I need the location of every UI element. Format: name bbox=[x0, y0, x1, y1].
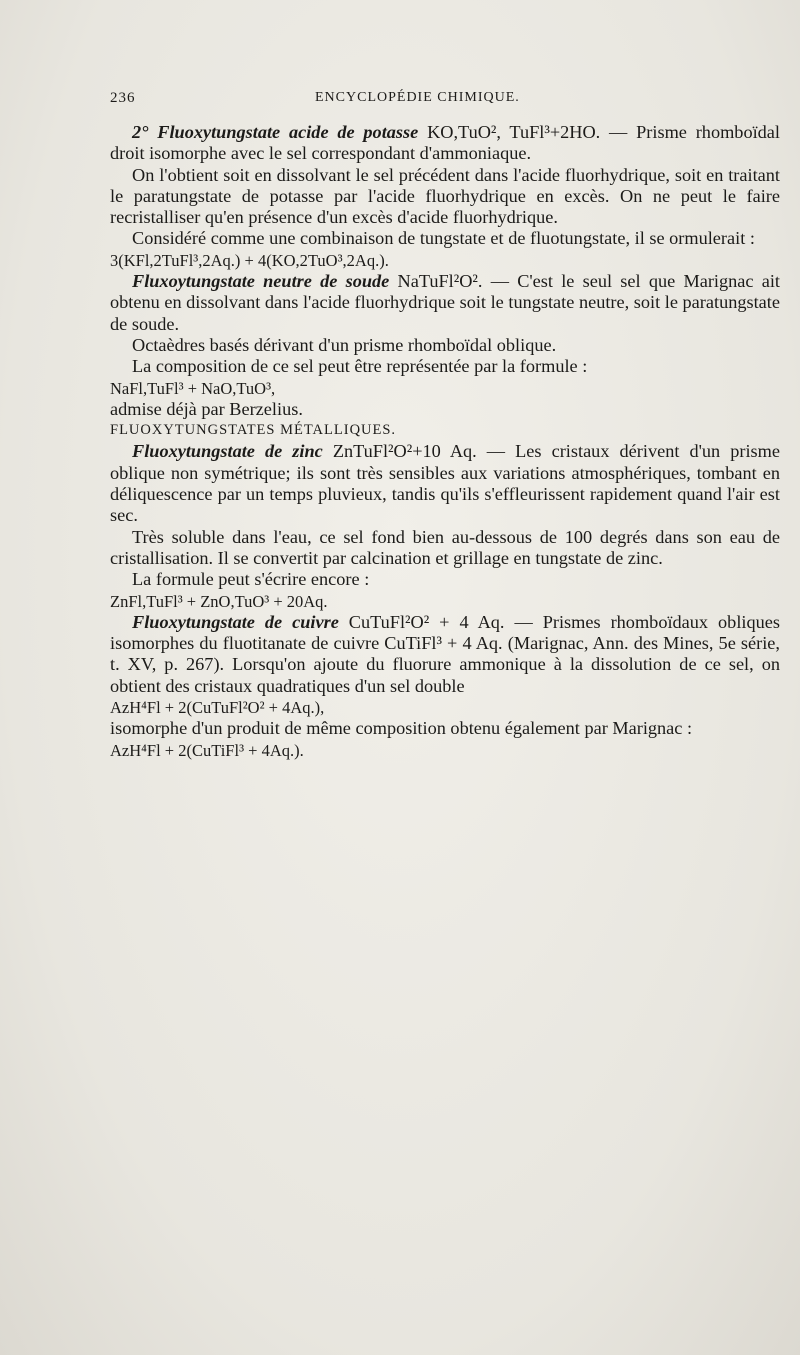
paragraph bbox=[110, 271, 780, 335]
page-number: 236 bbox=[110, 90, 136, 106]
formula: NaFl,TuFl³ + NaO,TuO³, bbox=[110, 378, 276, 398]
compound-name: Fluoxytungstate de zinc bbox=[132, 441, 323, 462]
formula: ZnFl,TuFl³ + ZnO,TuO³ + 20Aq. bbox=[110, 591, 328, 611]
paragraph-text: CuTuFl²O² + 4 Aq. — Prismes rhomboïdaux obliques isomorphes du fluotitanate de cuivre CuTiFl³ + 4 Aq. (Marignac, Ann. des Mines, 5e série, t. XV, p. 267). Lorsqu'on ajoute du fluorure ammonique à la dissolution de ce sel, on obtient des cristaux quadratiques d'un sel double bbox=[110, 611, 780, 696]
formula: 3(KFl,2TuFl³,2Aq.) + 4(KO,2TuO³,2Aq.). bbox=[110, 250, 389, 270]
paragraph-text: ZnTuFl²O²+10 Aq. — Les cristaux dérivent d'un prisme oblique non symétrique; ils sont très sensibles aux variations atmosphériques, tombant en déliquescence par un temps pluvieux, tandis qu'ils s'effleurissent rapidement quand l'air est sec. bbox=[110, 441, 780, 526]
paragraph: La composition de ce sel peut être représentée par la formule : bbox=[132, 356, 588, 377]
paragraph: Très soluble dans l'eau, ce sel fond bien au-dessous de 100 degrés dans son eau de cristallisation. Il se convertit par calcination et grillage en tungstate de zinc. bbox=[110, 526, 780, 568]
compound-name: Fluoxytungstate de cuivre bbox=[132, 611, 339, 632]
compound-name: 2° Fluoxytungstate acide de potasse bbox=[132, 122, 419, 142]
paragraph: Octaèdres basés dérivant d'un prisme rhomboïdal oblique. bbox=[132, 334, 557, 355]
paragraph-text: KO,TuO², TuFl³+2HO. — Prisme rhomboïdal droit isomorphe avec le sel correspondant d'ammoniaque. bbox=[110, 122, 780, 164]
running-title: ENCYCLOPÉDIE CHIMIQUE. bbox=[315, 90, 520, 105]
paragraph: La formule peut s'écrire encore : bbox=[132, 569, 370, 590]
paragraph: On l'obtient soit en dissolvant le sel précédent dans l'acide fluorhydrique, soit en traitant le paratungstate de potasse par l'acide fluorhydrique en excès. On ne peut le faire recristalliser qu'en présence d'un excès d'acide fluorhydrique. bbox=[110, 164, 780, 228]
paragraph-text: NaTuFl²O². — C'est le seul sel que Marignac ait obtenu en dissolvant dans l'acide fluorhydrique soit le tungstate neutre, soit le paratungstate de soude. bbox=[110, 271, 780, 334]
formula: AzH⁴Fl + 2(CuTuFl²O² + 4Aq.), bbox=[110, 698, 325, 718]
compound-name: Fluxoytungstate neutre de soude bbox=[132, 271, 390, 292]
paragraph bbox=[110, 441, 780, 526]
paragraph: admise déjà par Berzelius. bbox=[110, 398, 303, 419]
formula: AzH⁴Fl + 2(CuTiFl³ + 4Aq.). bbox=[110, 740, 304, 760]
paragraph bbox=[110, 612, 780, 697]
paragraph: Considéré comme une combinaison de tungstate et de fluotungstate, il se ormulerait : bbox=[132, 228, 755, 249]
body-text bbox=[110, 122, 780, 761]
section-heading: FLUOXYTUNGSTATES MÉTALLIQUES. bbox=[110, 422, 397, 439]
paragraph bbox=[110, 122, 780, 165]
paragraph: isomorphe d'un produit de même composition obtenu également par Marignac : bbox=[110, 718, 693, 739]
